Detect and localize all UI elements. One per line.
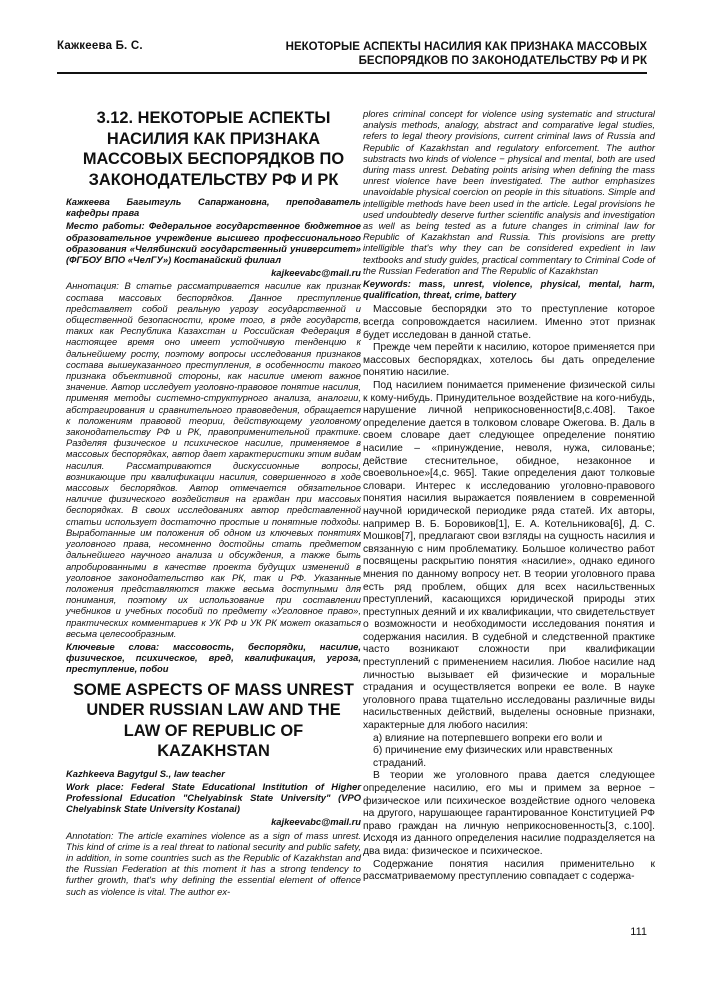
keywords-en: Keywords: mass, unrest, violence, physical, mental, harm, qualification, threat, crime, battery: [363, 278, 655, 301]
body-paragraph-5: Содержание понятия насилия применительно к рассматриваемому преступлению совпадает с содержа-: [363, 858, 655, 883]
author-ru: Кажкеева Багытгуль Сапаржановна, преподаватель кафедры права: [66, 196, 361, 219]
email-en: kajkeevabc@mail.ru: [271, 816, 361, 828]
body-paragraph-3: Под насилием понимается применение физической силы к кому-нибудь. Принудительное воздействие на кого-нибудь, нарушение личной неприкосновенности[8,с.408]. Такое определение дается в толковом словаре Ожегова. В. Даль в своем словаре дает следующее определение понятию насилие – «принуждение, неволя, нужа, силованье; действие стеснительное, обидное, незаконное и своевольное»[4,с. 965]. Такие определения дают толковые словари. Интерес к исследованию уголовно-правового понятия насилия выражается появлением в современной научной юридической периодике ряда статей. Их авторы, например В. Б. Боровиков[1], Е. А. Котельникова[6], Д. С. Мошков[7], предлагают свои взгляды на сущность насилия и связанную с ним проблематику. Большое количество работ посвящены раскрытию понятия «насилие», однако единого мнения по данному вопросу нет. В теории уголовного права есть ряд проблем, общих для всех насильственных преступлений, касающихся юридической природы этих преступных деяний и их квалификации, что свидетельствует о возможности и необходимости исследования понятия и содержания насилия. В судебной и следственной практике часто возникают сложности при квалификации преступлений с применением насилия. Любое насилие над личностью вызывает ей физические и моральные страдания и осуществляется вопреки ее воле. В науке уголовного права тщательно исследованы различные виды насильственных действий, выделены основные признаки, характерные для любого насилия:: [363, 380, 655, 732]
article-title-en: SOME ASPECTS OF MASS UNREST UNDER RUSSIAN LAW AND THE LAW OF REPUBLIC OF KAZAKHSTAN: [73, 680, 354, 761]
list-item-a: а) влияние на потерпевшего вопреки его воли и: [373, 732, 603, 744]
page-number: 111: [630, 926, 647, 938]
body-paragraph-1: Массовые беспорядки это то преступление которое всегда сопровождается насилием. Именно этот признак будет исследован в данной статье.: [363, 304, 655, 341]
right-column: [363, 108, 655, 884]
running-header-title: НЕКОТОРЫЕ АСПЕКТЫ НАСИЛИЯ КАК ПРИЗНАКА МАССОВЫХ БЕСПОРЯДКОВ ПО ЗАКОНОДАТЕЛЬСТВУ РФ И РК: [285, 41, 647, 67]
annotation-en-continued: plores criminal concept for violence using systematic and structural analysis methods, analogy, abstract and comparative legal studies, refers to legal theory provisions, current criminal laws of Russia and Republic of Kazakhstan and regulatory enforcement. The author substracts two kinds of violence − physical and mental, both are used during mass unrest. Debating points arising when defining the mass unrest violence have been investigated. The author emphasizes unavoidable physical coercion on people in this situations. Simple and intelligible methods have been used in the article. Legal provisions he used undoubtedly deserve further scientific analysis and investigation as well as being tested as a future changes in criminal law for Republic of Kazakhstan and Russia. This provisions are pretty intelligible that's why they can be considered expedient in law textbooks and study guides, practical commentary to Criminal Code of the Russian Federation and The Republic of Kazakhstan: [363, 108, 655, 276]
running-header-author: Кажкеева Б. С.: [57, 40, 143, 52]
workplace-ru: Место работы: Федеральное государственное бюджетное образовательное учреждение высшего профессионального образования «Челябинский государственный университет» (ФГБОУ ВПО «ЧелГУ») Костанайский филиал: [66, 220, 361, 266]
body-paragraph-2: Прежде чем перейти к насилию, которое применяется при массовых беспорядках, хотелось бы дать определение понятию насилие.: [363, 342, 655, 379]
workplace-en: Work place: Federal State Educational Institution of Higher Professional Education "Chelyabinsk State University" (VPO Chelyabinsk State University Kostanai): [66, 780, 361, 815]
email-ru: kajkeevabc@mail.ru: [271, 267, 361, 279]
annotation-ru: Аннотация: В статье рассматривается насилие как признак состава массовых беспорядков. Данное преступление представляет собой реальную угрозу государственной и общественной безопасности, кроме того, в ряде государств, таких как Республика Казахстан и Российская Федерация в настоящее время оно имеет устойчивую тенденцию к дальнейшему росту, поэтому вопросы исследования признаков состава вышеуказанного преступления, в особенности такого признака объективной стороны, как насилие имеют важное значение. Автор исследует уголовно-правовое понятие насилия, применяя методы системно-структурного анализа, аналогии, абстрагирования и сравнительного правоведения, обращается к положениям правовой теории, действующему уголовному законодательству РФ и РК, правоприменительной практике. Разделяя физическое и психическое насилие, применяемое в массовых беспорядках, автор дает характеристики этим видам насилия. Рассматриваются дискуссионные вопросы, возникающие при квалификации насилия, совершенного в ходе массовых беспорядков. Автор отмечается обязательное наличие физического воздействия на граждан при массовых беспорядках. В своих исследованиях автор представленной статьи использует достаточно простые и понятные подходы. Выработанные им положения об одном из ключевых понятиях уголовного права, несомненно достойны стать предметом дальнейшего научного анализа и обсуждения, а также быть апробированными в качестве проекта будущих изменений в уголовное законодательство как РК, так и РФ. Указанные положения представляются также весьма доступными для понимания, поэтому их использование при составлении учебников и учебных пособий по предмету «Уголовное право», практических комментариев к УК РФ и УК РК может оказаться весьма целесообразным.: [66, 280, 361, 639]
annotation-en-start: Annotation: The article examines violence as a sign of mass unrest. This kind of crime is a real threat to national security and public safety, in addition, in some countries such as the Republic of Kazakhstan and the Russian Federation at this moment it has a strong tendency to further growth, that's why defining the essential element of offence such as violence is vital. The author ex-: [66, 829, 361, 897]
left-column: [66, 108, 361, 899]
list-item-b: б) причинение ему физических или нравственных страданий.: [373, 745, 613, 769]
body-paragraph-4: В теории же уголовного права дается следующее определение насилию, его мы и примем за верное − физическое или психическое воздействие одного человека на другого, нарушающее гарантированное Конституцией РФ право граждан на личную неприкосновенность[3, с.100]. Исходя из данного определения насилие подразделяется на два вида: физическое и психическое.: [363, 770, 655, 857]
article-title-ru: 3.12. НЕКОТОРЫЕ АСПЕКТЫ НАСИЛИЯ КАК ПРИЗНАКА МАССОВЫХ БЕСПОРЯДКОВ ПО ЗАКОНОДАТЕЛЬСТВУ РФ И РК: [82, 109, 345, 189]
header-divider: [57, 72, 647, 74]
author-en: Kazhkeeva Bagytgul S., law teacher: [66, 767, 225, 779]
keywords-ru: Ключевые слова: массовость, беспорядки, насилие, физическое, психическое, вред, квалификация, угроза, преступление, побои: [66, 640, 361, 675]
